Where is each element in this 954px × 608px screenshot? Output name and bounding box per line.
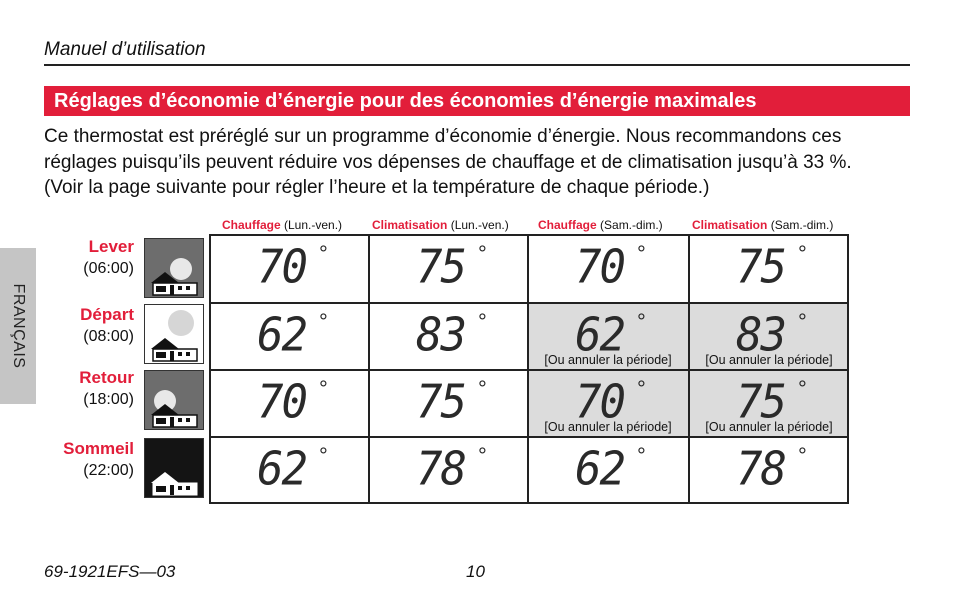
period-name: Sommeil bbox=[63, 439, 134, 458]
intro-line: (Voir la page suivante pour régler l’heure et la température de chaque période.) bbox=[44, 177, 710, 198]
temp-cell bbox=[690, 236, 848, 302]
temp-cell bbox=[690, 371, 848, 437]
period-name: Retour bbox=[79, 368, 134, 387]
column-days-label: (Lun.-ven.) bbox=[284, 218, 343, 232]
column-days-label: (Sam.-dim.) bbox=[600, 218, 663, 232]
column-mode-label: Chauffage bbox=[222, 218, 281, 232]
temperature-value: 78 bbox=[736, 442, 785, 497]
night-moon-house-icon bbox=[144, 438, 204, 498]
manual-title: Manuel d’utilisation bbox=[44, 39, 206, 60]
intro-line: Ce thermostat est préréglé sur un programme d’économie d’énergie. Nous recommandons ces bbox=[44, 126, 842, 147]
temperature-value: 62 bbox=[257, 308, 306, 363]
degree-symbol: ° bbox=[798, 309, 807, 334]
temp-cell bbox=[211, 371, 369, 437]
degree-symbol: ° bbox=[319, 376, 328, 401]
page-number: 10 bbox=[466, 562, 485, 581]
degree-symbol: ° bbox=[637, 309, 646, 334]
temp-cell bbox=[370, 438, 528, 504]
degree-symbol: ° bbox=[319, 241, 328, 266]
temperature-value: 75 bbox=[736, 240, 785, 295]
intro-line: réglages puisqu’ils peuvent réduire vos dépenses de chauffage et de climatisation jusqu’à 33 %. bbox=[44, 151, 852, 173]
column-header-cool-weekend bbox=[692, 218, 833, 232]
period-label-lever bbox=[40, 236, 134, 280]
column-days-label: (Sam.-dim.) bbox=[770, 218, 834, 232]
sunrise-house-icon bbox=[144, 238, 204, 298]
temperature-value: 75 bbox=[416, 375, 465, 430]
temp-cell bbox=[211, 236, 369, 302]
schedule-table bbox=[209, 234, 849, 504]
temperature-value: 78 bbox=[416, 442, 465, 497]
temperature-value: 70 bbox=[575, 240, 624, 295]
period-label-sommeil bbox=[40, 438, 134, 482]
temperature-value: 83 bbox=[416, 308, 465, 363]
temperature-value: 70 bbox=[575, 375, 624, 430]
temp-cell bbox=[529, 304, 687, 370]
temperature-value: 62 bbox=[575, 308, 624, 363]
period-time: (06:00) bbox=[83, 260, 134, 277]
cancel-period-note: [Ou annuler la période] bbox=[544, 353, 672, 367]
period-label-depart bbox=[40, 304, 134, 348]
degree-symbol: ° bbox=[319, 443, 328, 468]
language-tab-label: FRANÇAIS bbox=[10, 283, 27, 369]
section-banner: Réglages d’économie d’énergie pour des économies d’énergie maximales bbox=[44, 86, 910, 116]
period-time: (18:00) bbox=[83, 391, 134, 408]
temp-cell bbox=[370, 304, 528, 370]
degree-symbol: ° bbox=[798, 443, 807, 468]
degree-symbol: ° bbox=[478, 376, 487, 401]
temperature-value: 75 bbox=[736, 375, 785, 430]
column-days-label: (Lun.-ven.) bbox=[450, 218, 509, 232]
degree-symbol: ° bbox=[478, 443, 487, 468]
degree-symbol: ° bbox=[478, 241, 487, 266]
evening-house-icon bbox=[144, 370, 204, 430]
column-mode-label: Chauffage bbox=[538, 218, 597, 232]
period-name: Lever bbox=[88, 237, 134, 256]
period-time: (22:00) bbox=[83, 462, 134, 479]
temperature-value: 70 bbox=[257, 375, 306, 430]
language-side-tab bbox=[0, 248, 36, 404]
temp-cell bbox=[370, 371, 528, 437]
degree-symbol: ° bbox=[637, 241, 646, 266]
day-house-icon bbox=[144, 304, 204, 364]
column-mode-label: Climatisation bbox=[692, 218, 768, 232]
period-time: (08:00) bbox=[83, 328, 134, 345]
temp-cell bbox=[370, 236, 528, 302]
cancel-period-note: [Ou annuler la période] bbox=[705, 353, 833, 367]
column-header-heat-weekday bbox=[222, 218, 342, 232]
temperature-value: 75 bbox=[416, 240, 465, 295]
column-mode-label: Climatisation bbox=[372, 218, 448, 232]
header-divider bbox=[44, 64, 910, 66]
temp-cell bbox=[690, 438, 848, 504]
temp-cell bbox=[529, 438, 687, 504]
document-code: 69-1921EFS—03 bbox=[44, 562, 176, 581]
period-name: Départ bbox=[80, 305, 134, 324]
temp-cell bbox=[690, 304, 848, 370]
temperature-value: 70 bbox=[257, 240, 306, 295]
column-header-cool-weekday bbox=[372, 218, 509, 232]
temp-cell bbox=[529, 236, 687, 302]
intro-paragraph bbox=[44, 124, 924, 201]
period-label-retour bbox=[40, 367, 134, 411]
temp-cell bbox=[211, 304, 369, 370]
temperature-value: 62 bbox=[575, 442, 624, 497]
temperature-value: 62 bbox=[257, 442, 306, 497]
degree-symbol: ° bbox=[478, 309, 487, 334]
temp-cell bbox=[529, 371, 687, 437]
degree-symbol: ° bbox=[319, 309, 328, 334]
column-header-heat-weekend bbox=[538, 218, 663, 232]
cancel-period-note: [Ou annuler la période] bbox=[544, 420, 672, 434]
degree-symbol: ° bbox=[637, 376, 646, 401]
temp-cell bbox=[211, 438, 369, 504]
degree-symbol: ° bbox=[798, 241, 807, 266]
degree-symbol: ° bbox=[798, 376, 807, 401]
degree-symbol: ° bbox=[637, 443, 646, 468]
temperature-value: 83 bbox=[736, 308, 785, 363]
cancel-period-note: [Ou annuler la période] bbox=[705, 420, 833, 434]
